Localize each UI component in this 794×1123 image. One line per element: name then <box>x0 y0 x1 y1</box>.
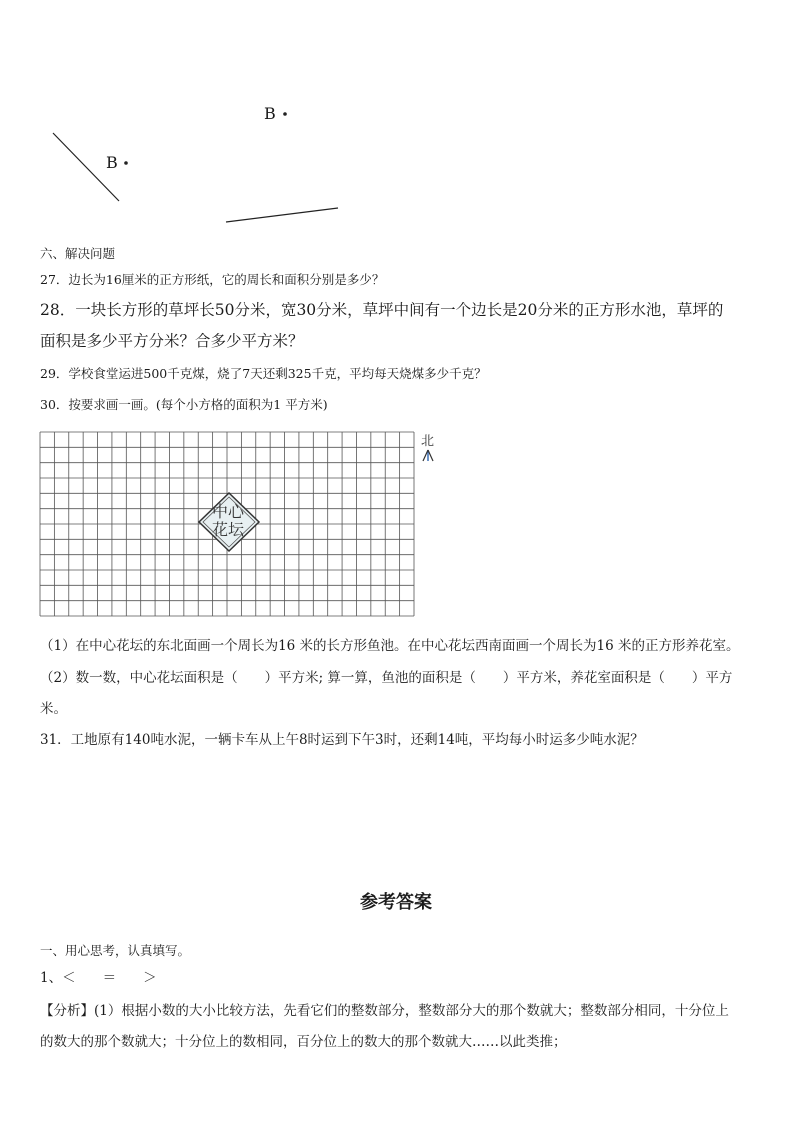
section-title: 六、解决问题 <box>40 246 116 261</box>
point-label-b-left: B <box>106 153 118 172</box>
question-29: 29．学校食堂运进500千克煤，烧了7天还剩325千克，平均每天烧煤多少千克？ <box>40 366 487 381</box>
point-label-b-top: B <box>264 104 276 123</box>
answers-section-title: 一、用心思考，认真填写。 <box>40 943 191 958</box>
question-28-line1: 28．一块长方形的草坪长50分米，宽30分米，草坪中间有一个边长是20分米的正方形水池，草坪的 <box>40 301 724 319</box>
question-28-line2: 面积是多少平方分米？合多少平方米？ <box>40 332 304 350</box>
question-30-part1: （1）在中心花坛的东北面画一个周长为16 米的长方形鱼池。在中心花坛西南面画一个周长为16 米的正方形养花室。 <box>40 638 740 654</box>
question-30: 30．按要求画一画。(每个小方格的面积为1 平方米) <box>40 397 328 412</box>
question-31: 31．工地原有140吨水泥，一辆卡车从上午8时运到下午3时，还剩14吨，平均每小时运多少吨水泥？ <box>40 732 644 748</box>
center-label-line1: 中心 <box>212 502 245 521</box>
answers-title: 参考答案 <box>360 892 432 913</box>
analysis-line2: 的数大的那个数就大；十分位上的数相同，百分位上的数大的那个数就大……以此类推； <box>40 1034 567 1050</box>
question-30-part2-line1: （2）数一数，中心花坛面积是（ ）平方米; 算一算，鱼池的面积是（ ）平方米，养花室面积是（ ）平方 <box>40 670 733 686</box>
north-arrow-icon <box>423 450 433 461</box>
question-27: 27．边长为16厘米的正方形纸，它的周长和面积分别是多少？ <box>40 272 385 287</box>
center-garden-label <box>212 503 244 539</box>
analysis-line1: 【分析】(1）根据小数的大小比较方法，先看它们的整数部分，整数部分大的那个数就大；整数部分相同，十分位上 <box>40 1003 729 1019</box>
center-label-line2: 花坛 <box>212 520 245 539</box>
question-30-part2-line2: 米。 <box>40 701 67 717</box>
answer-1: 1、＜ ＝ ＞ <box>40 970 157 986</box>
north-label: 北 <box>421 434 435 449</box>
